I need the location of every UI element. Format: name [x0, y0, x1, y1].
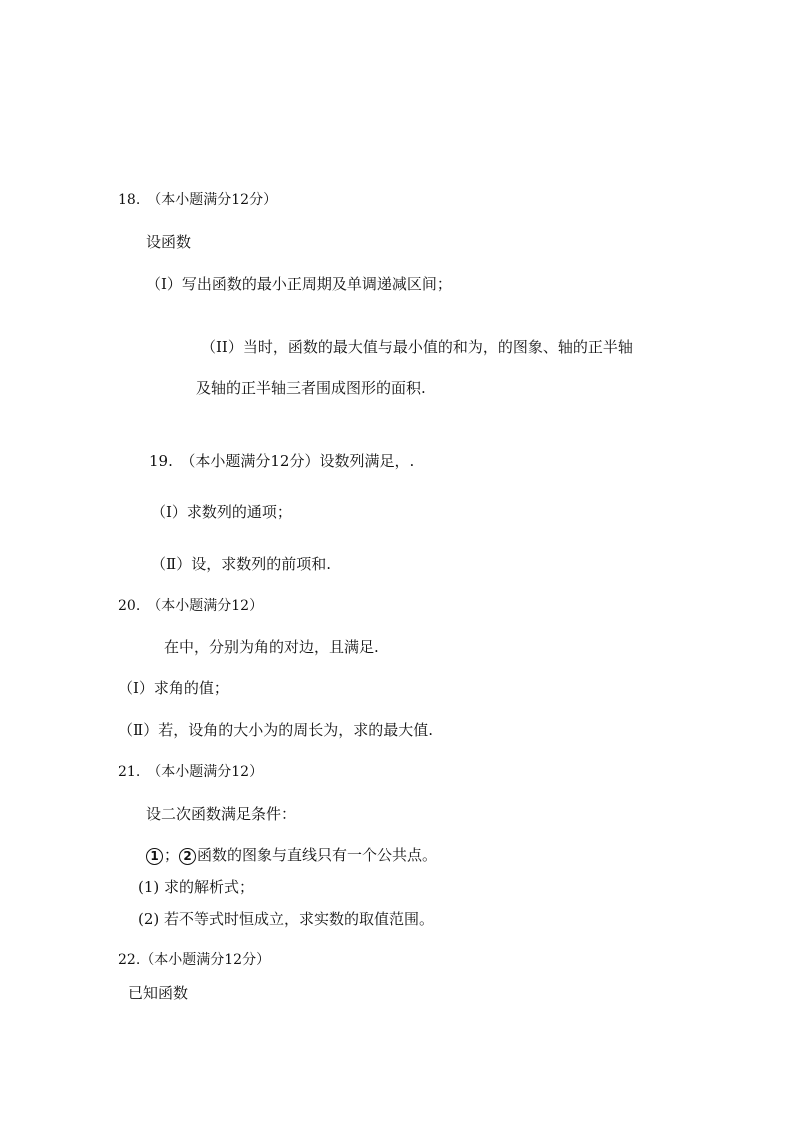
- q22-header: 22.（本小题满分12分）: [118, 952, 271, 968]
- q20-part1: （Ⅰ）求角的值；: [118, 679, 229, 697]
- q20-intro: 在中，分别为角的对边，且满足.: [164, 638, 379, 656]
- circled-two-icon: 2: [179, 848, 196, 865]
- q18-part2a: （II）当时，函数的最大值与最小值的和为，的图象、轴的正半轴: [201, 338, 633, 356]
- q21-mark-separator: ；: [164, 846, 180, 864]
- q21-part2: (2) 若不等式时恒成立，求实数的取值范围。: [138, 910, 435, 928]
- q18-intro: 设函数: [146, 233, 192, 251]
- q19-part2: （Ⅱ）设，求数列的前项和.: [151, 555, 331, 573]
- q19-part1: （Ⅰ）求数列的通项；: [151, 503, 292, 521]
- q21-intro: 设二次函数满足条件：: [146, 805, 297, 823]
- q18-part2b: 及轴的正半轴三者围成图形的面积.: [196, 379, 426, 397]
- q21-conditions: [146, 845, 437, 865]
- q21-header: 21. （本小题满分12）: [118, 764, 264, 780]
- q21-part1: (1) 求的解析式；: [138, 878, 255, 896]
- circled-one-icon: 1: [146, 848, 163, 865]
- q21-condition-text: 函数的图象与直线只有一个公共点。: [197, 846, 438, 864]
- q22-intro: 已知函数: [128, 984, 189, 1002]
- q20-header: 20. （本小题满分12）: [118, 598, 264, 614]
- q19-header: 19. （本小题满分12分）设数列满足，.: [149, 452, 415, 470]
- q18-part1: （Ⅰ）写出函数的最小正周期及单调递减区间；: [146, 275, 452, 293]
- q18-header: 18. （本小题满分12分）: [118, 192, 278, 208]
- q20-part2: （Ⅱ）若，设角的大小为的周长为，求的最大值.: [118, 721, 433, 739]
